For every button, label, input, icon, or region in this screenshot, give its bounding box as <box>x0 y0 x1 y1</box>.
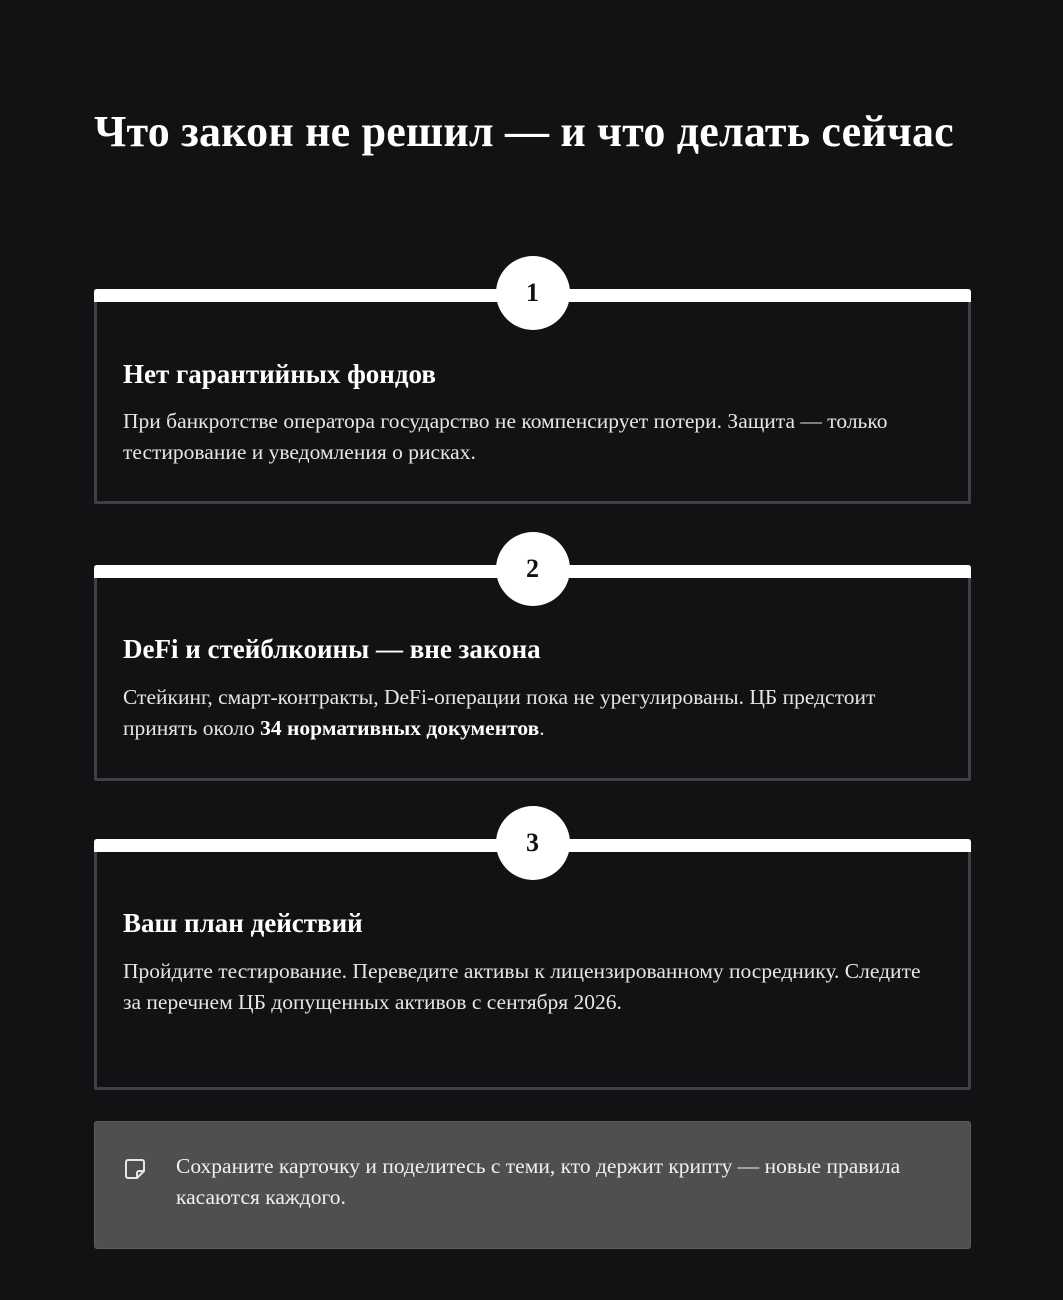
card-number-badge: 3 <box>496 806 570 880</box>
page-title: Что закон не решил — и что делать сейчас <box>94 107 954 156</box>
info-card-1 <box>94 278 971 504</box>
card-text: Пройдите тестирование. Переведите активы к лицензированному посреднику. Следите за перечнем ЦБ допущенных активов с сентября 2026. <box>123 959 921 1014</box>
card-title: Ваш план действий <box>123 908 363 938</box>
card-text-part: Стейкинг, смарт-контракты, DeFi-операции пока не урегулированы. ЦБ предстоит принять около <box>123 685 876 740</box>
info-card-3 <box>94 828 971 1090</box>
share-note <box>94 1121 971 1249</box>
card-title: DeFi и стейблкоины — вне закона <box>123 634 541 664</box>
info-card-2 <box>94 554 971 781</box>
card-text-part: . <box>539 716 545 740</box>
card-text-highlight: 34 нормативных документов <box>260 716 540 740</box>
card-text <box>123 682 942 744</box>
note-text: Сохраните карточку и поделитесь с теми, кто держит крипту — новые правила касаются каждого. <box>176 1154 901 1209</box>
card-number-badge: 2 <box>496 532 570 606</box>
card-title: Нет гарантийных фондов <box>123 359 436 389</box>
card-text: При банкротстве оператора государство не компенсирует потери. Защита — только тестирование и уведомления о рисках. <box>123 409 888 464</box>
card-number-badge: 1 <box>496 256 570 330</box>
sticky-note-icon <box>123 1157 147 1181</box>
